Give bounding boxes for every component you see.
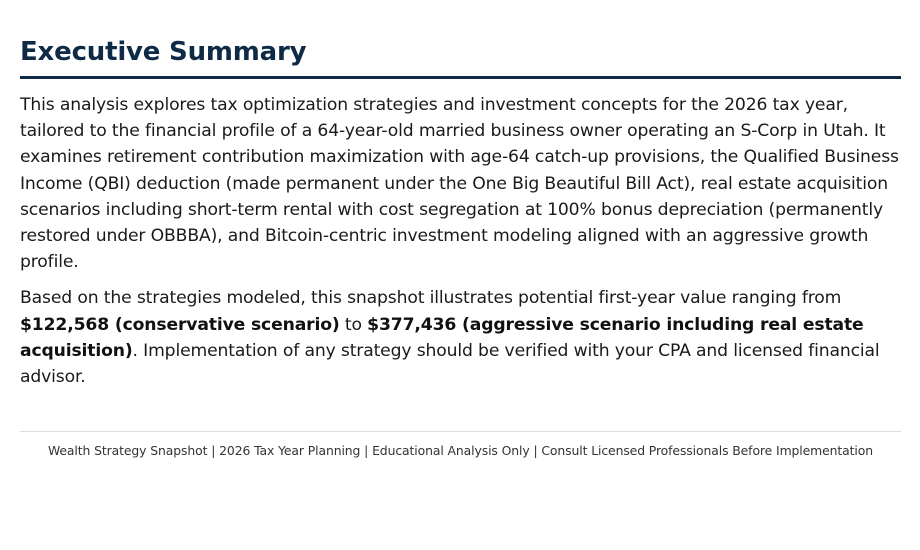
footer-divider bbox=[20, 431, 901, 432]
value-range-paragraph bbox=[20, 285, 901, 390]
value-closing-text: . Implementation of any strategy should be verified with your CPA and licensed financial advisor. bbox=[20, 340, 880, 388]
title-divider bbox=[20, 76, 901, 79]
page-footer: Wealth Strategy Snapshot | 2026 Tax Year Planning | Educational Analysis Only | Consult Licensed Professionals Before Implementation bbox=[47, 443, 874, 459]
aggressive-value: $377,436 (aggressive scenario including real estate acquisition) bbox=[20, 314, 864, 361]
summary-paragraph: This analysis explores tax optimization strategies and investment concepts for the 2026 tax year, tailored to the financial profile of a 64-year-old married business owner operating an S-Corp in Utah. It examines retirement contribution maximization with age-64 catch-up provisions, the Qualified Business Income (QBI) deduction (made permanent under the One Big Beautiful Bill Act), real estate acquisition scenarios including short-term rental with cost segregation at 100% bonus depreciation (permanently restored under OBBBA), and Bitcoin-centric investment modeling aligned with an aggressive growth profile. bbox=[20, 95, 899, 273]
conservative-value: $122,568 (conservative scenario) bbox=[20, 314, 340, 335]
executive-summary-section bbox=[20, 0, 901, 459]
section-title: Executive Summary bbox=[20, 37, 307, 67]
value-connector-text: to bbox=[339, 314, 368, 335]
value-intro-text: Based on the strategies modeled, this snapshot illustrates potential first-year value ranging from bbox=[20, 288, 842, 309]
